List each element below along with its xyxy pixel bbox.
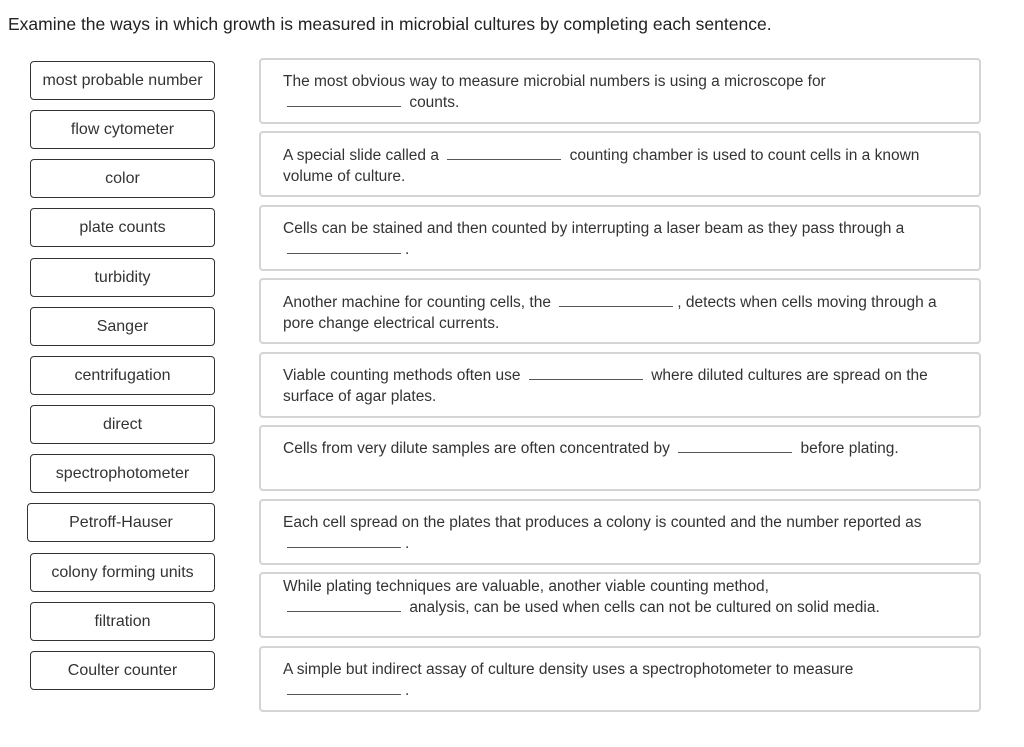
word-chip-turbidity[interactable]: turbidity [30, 258, 215, 297]
sentence-text-after: . [405, 241, 410, 258]
sentence-text-after: counts. [409, 94, 460, 111]
sentence-text-after: where diluted cultures are spread on the surface of agar plates. [283, 367, 928, 405]
word-chip-color[interactable]: color [30, 159, 215, 198]
word-chip-plate-counts[interactable]: plate counts [30, 208, 215, 247]
word-chip-petroff-hauser[interactable]: Petroff-Hauser [27, 503, 215, 542]
drop-blank-8[interactable] [287, 599, 401, 612]
sentence-text-before: Another machine for counting cells, the [283, 294, 551, 311]
word-chip-spectrophotometer[interactable]: spectrophotometer [30, 454, 215, 493]
word-chip-flow-cytometer[interactable]: flow cytometer [30, 110, 215, 149]
sentence-text-after: . [405, 682, 410, 699]
sentence-box-5 [259, 352, 981, 418]
word-chip-most-probable-number[interactable]: most probable number [30, 61, 215, 100]
drop-blank-6[interactable] [678, 440, 792, 453]
sentence-box-8 [259, 572, 981, 638]
drop-blank-7[interactable] [287, 535, 401, 548]
sentence-box-7 [259, 499, 981, 565]
sentence-text-after: , detects when cells moving through a pore change electrical currents. [283, 294, 937, 332]
sentence-box-6 [259, 425, 981, 491]
sentence-box-2 [259, 131, 981, 197]
drop-blank-4[interactable] [559, 294, 673, 307]
sentence-box-4 [259, 278, 981, 344]
sentence-text-before: Viable counting methods often use [283, 367, 521, 384]
word-chip-sanger[interactable]: Sanger [30, 307, 215, 346]
instructions-text: Examine the ways in which growth is measured in microbial cultures by completing each sentence. [8, 14, 772, 34]
sentence-text-before: A simple but indirect assay of culture density uses a spectrophotometer to measure [283, 661, 854, 678]
sentence-text-before: While plating techniques are valuable, another viable counting method, [283, 578, 769, 595]
sentence-text-after: counting chamber is used to count cells in a known volume of culture. [283, 147, 920, 185]
drop-blank-5[interactable] [529, 367, 643, 380]
drop-blank-2[interactable] [447, 147, 561, 160]
drop-blank-1[interactable] [287, 94, 401, 107]
sentence-text-after: analysis, can be used when cells can not be cultured on solid media. [409, 599, 880, 616]
word-chip-direct[interactable]: direct [30, 405, 215, 444]
sentence-text-before: Cells can be stained and then counted by interrupting a laser beam as they pass through a [283, 220, 905, 237]
sentence-text-after: before plating. [800, 440, 899, 457]
sentence-text-before: The most obvious way to measure microbial numbers is using a microscope for [283, 73, 826, 90]
sentence-text-before: A special slide called a [283, 147, 439, 164]
sentence-box-3 [259, 205, 981, 271]
word-chip-centrifugation[interactable]: centrifugation [30, 356, 215, 395]
sentence-box-9 [259, 646, 981, 712]
sentence-text-before: Cells from very dilute samples are often concentrated by [283, 440, 670, 457]
drop-blank-9[interactable] [287, 682, 401, 695]
sentence-text-after: . [405, 535, 410, 552]
drop-blank-3[interactable] [287, 241, 401, 254]
word-chip-coulter-counter[interactable]: Coulter counter [30, 651, 215, 690]
sentence-text-before: Each cell spread on the plates that produces a colony is counted and the number reported as [283, 514, 922, 531]
sentence-box-1 [259, 58, 981, 124]
word-chip-colony-forming-units[interactable]: colony forming units [30, 553, 215, 592]
word-chip-filtration[interactable]: filtration [30, 602, 215, 641]
